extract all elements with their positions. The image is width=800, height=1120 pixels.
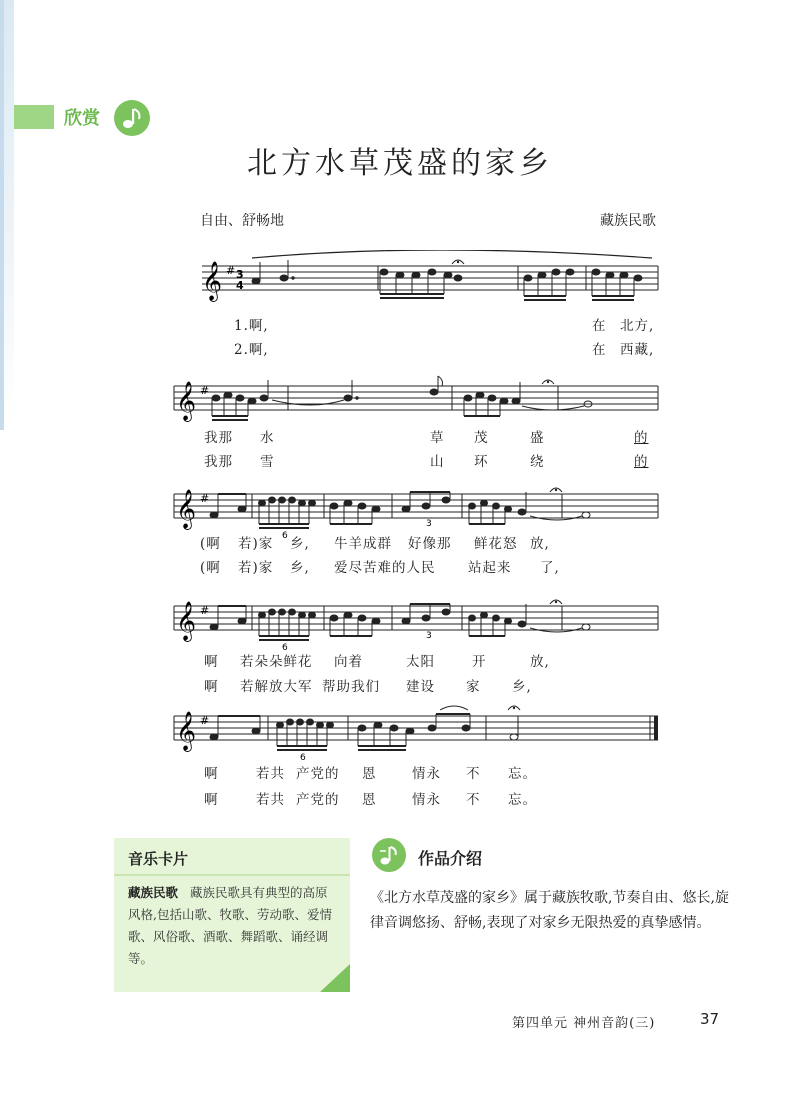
svg-text:𝄞: 𝄞 (176, 381, 197, 421)
music-card (114, 838, 350, 992)
svg-text:#: # (200, 384, 210, 397)
svg-text:#: # (200, 492, 210, 505)
intro-body: 《北方水草茂盛的家乡》属于藏族牧歌,节奏自由、悠长,旋律音调悠扬、舒畅,表现了对家乡无限热爱的真挚感情。 (370, 890, 729, 931)
lyric-s3-v1-3: 乡, (290, 536, 310, 552)
tuplet-6: 6 (282, 643, 288, 650)
score-system-2 (172, 370, 660, 430)
score-system-3 (172, 478, 660, 538)
staff-1 (172, 250, 660, 310)
lyric-s1-v2-2: 在 (592, 342, 607, 358)
lyric-s4-v1-6: 放, (530, 654, 550, 670)
song-origin: 藏族民歌 (600, 213, 656, 229)
lyric-s4-v1-5: 开 (472, 654, 487, 670)
svg-text:3: 3 (236, 268, 244, 281)
lyric-s5-v1-2: 若共 (256, 766, 285, 782)
lyric-s1-v2-3: 西藏, (620, 342, 655, 358)
tempo-marking: 自由、舒畅地 (200, 213, 284, 229)
svg-text:𝄞: 𝄞 (176, 601, 197, 641)
svg-text:4: 4 (236, 279, 244, 292)
page-number: 37 (700, 1010, 720, 1028)
tuplet-3: 3 (426, 631, 432, 641)
lyric-s2-v1-4: 茂 (474, 430, 489, 446)
lyric-s4-v2-3: 帮助我们 (322, 679, 380, 695)
lyric-s4-v2-6: 乡, (512, 679, 532, 695)
lyric-s3-v1-6: 鲜花怒 (474, 536, 518, 552)
staff-3 (172, 478, 660, 538)
lyric-s2-v1-5: 盛 (530, 430, 545, 446)
music-card-corner (320, 964, 350, 992)
lyric-s5-v2-1: 啊 (204, 792, 219, 808)
lyric-s5-v1-5: 情永 (412, 766, 441, 782)
tuplet-6: 6 (300, 753, 306, 760)
lyric-s4-v1-1: 啊 (204, 654, 219, 670)
lyric-s1-v2-1: 2.啊, (234, 342, 269, 358)
lyric-s2-v1-3: 草 (430, 430, 445, 446)
lyric-s2-v2-1: 我那 (204, 454, 233, 470)
lyric-s4-v2-5: 家 (466, 679, 481, 695)
lyric-s2-v2-3: 山 (430, 454, 445, 470)
lyric-s3-v2-6: 了, (540, 560, 560, 576)
lyric-s5-v2-7: 忘。 (508, 792, 537, 808)
lyric-s3-v1-2: 若)家 (238, 536, 274, 552)
music-card-body (128, 882, 338, 970)
footer-unit: 第四单元 神州音韵(三) (512, 1016, 656, 1031)
lyric-s4-v2-4: 建设 (406, 679, 435, 695)
tuplet-6: 6 (282, 531, 288, 538)
lyric-s4-v2-2: 若解放大军 (240, 679, 313, 695)
lyric-s2-v1-2: 水 (260, 430, 275, 446)
lyric-s4-v1-4: 太阳 (406, 654, 435, 670)
score-system-5 (172, 700, 660, 760)
svg-text:#: # (200, 604, 210, 617)
lyric-s5-v2-4: 恩 (362, 792, 377, 808)
page-edge-stripe (0, 0, 4, 430)
music-card-term: 藏族民歌 (128, 885, 179, 900)
lyric-s2-v2-2: 雪 (260, 454, 275, 470)
lyric-s1-v1-2: 在 (592, 318, 607, 334)
lyric-s5-v1-6: 不 (466, 766, 481, 782)
lyric-s4-v2-1: 啊 (204, 679, 219, 695)
lyric-s5-v2-3: 产党的 (296, 792, 340, 808)
svg-text:#: # (226, 264, 236, 277)
music-card-title: 音乐卡片 (128, 850, 189, 868)
lyric-s4-v1-3: 向着 (334, 654, 363, 670)
lyric-s3-v2-2: 若)家 (238, 560, 274, 576)
lyric-s5-v1-4: 恩 (362, 766, 377, 782)
staff-5 (172, 700, 660, 760)
lyric-s5-v2-6: 不 (466, 792, 481, 808)
lyric-s3-v1-1: (啊 (200, 536, 221, 552)
lyric-s3-v2-4: 爱尽苦难的人民 (334, 560, 436, 576)
lyric-s2-v1-6: 的 (634, 430, 649, 446)
lyric-s5-v1-1: 啊 (204, 766, 219, 782)
lyric-s1-v1-1: 1.啊, (234, 318, 269, 334)
lyric-s2-v1-1: 我那 (204, 430, 233, 446)
lyric-s2-v2-5: 绕 (530, 454, 545, 470)
lyric-s3-v2-1: (啊 (200, 560, 221, 576)
music-card-divider (114, 874, 350, 876)
lyric-s3-v2-3: 乡, (290, 560, 310, 576)
lyric-s3-v2-5: 站起来 (468, 560, 512, 576)
section-tag-bar (14, 105, 54, 129)
score-system-4 (172, 590, 660, 650)
staff-4 (172, 590, 660, 650)
lyric-s2-v2-6: 的 (634, 454, 649, 470)
song-title: 北方水草茂盛的家乡 (247, 146, 553, 181)
svg-text:#: # (200, 714, 210, 727)
svg-text:𝄞: 𝄞 (202, 261, 223, 301)
lyric-s4-v1-2: 若朵朵鲜花 (240, 654, 313, 670)
music-card-text: 藏族民歌具有典型的高原风格,包括山歌、牧歌、劳动歌、爱情歌、风俗歌、酒歌、舞蹈歌、诵经调等。 (128, 885, 332, 966)
svg-text:𝄞: 𝄞 (176, 489, 197, 529)
music-note-icon (372, 838, 406, 872)
lyric-s5-v2-2: 若共 (256, 792, 285, 808)
svg-text:𝄞: 𝄞 (176, 711, 197, 751)
lyric-s3-v1-4: 牛羊成群 (334, 536, 392, 552)
staff-2 (172, 370, 660, 430)
lyric-s3-v1-7: 放, (530, 536, 550, 552)
intro-title: 作品介绍 (418, 849, 483, 868)
music-note-icon (114, 100, 150, 136)
tuplet-3: 3 (426, 519, 432, 529)
lyric-s5-v2-5: 情永 (412, 792, 441, 808)
lyric-s2-v2-4: 环 (474, 454, 489, 470)
section-label: 欣赏 (64, 108, 100, 129)
lyric-s3-v1-5: 好像那 (408, 536, 452, 552)
score-system-1 (172, 250, 660, 310)
lyric-s1-v1-3: 北方, (620, 318, 655, 334)
lyric-s5-v1-7: 忘。 (508, 766, 537, 782)
lyric-s5-v1-3: 产党的 (296, 766, 340, 782)
